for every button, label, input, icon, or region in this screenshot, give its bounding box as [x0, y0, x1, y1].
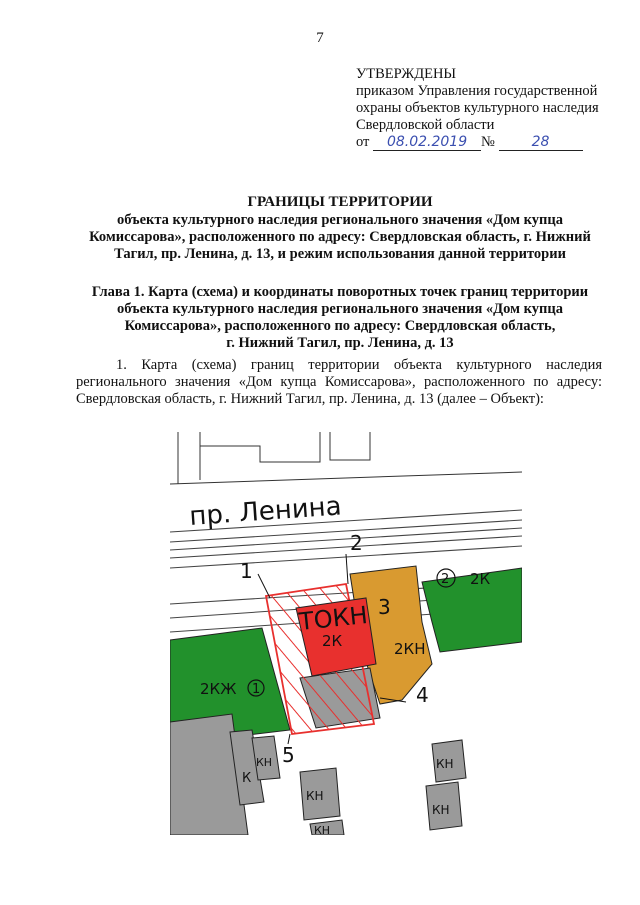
kn-label: КН [256, 756, 273, 769]
point-label: 3 [378, 595, 391, 619]
paragraph-1: 1. Карта (схема) границ территории объекта культурного наследия регионального значения «Дом купца Комиссарова», расположенного по адресу: Свердловская область, г. Нижний Тагил, пр. Ленина, д. 13 (далее – Объект): [76, 357, 602, 407]
okn-label: ТОКН [297, 600, 369, 636]
territory-map [170, 432, 522, 835]
chapter-line: г. Нижний Тагил, пр. Ленина, д. 13 [226, 335, 454, 351]
approval-number: 28 [531, 134, 550, 150]
left-block-num: 1 [252, 682, 261, 697]
document-title [70, 194, 610, 263]
right-block-label: 2К [470, 570, 491, 588]
approval-heading: УТВЕРЖДЕНЫ [356, 66, 457, 82]
date-prefix: от [356, 134, 370, 150]
right-block-num: 2 [441, 572, 450, 587]
title-line: Комиссарова», расположенного по адресу: Свердловская область, г. Нижний [89, 229, 591, 245]
chapter-line: Глава 1. Карта (схема) и координаты поворотных точек границ территории [91, 284, 589, 300]
point-label: 1 [240, 559, 253, 583]
point-label: 5 [282, 743, 295, 767]
page-number: 7 [316, 30, 324, 46]
title-line: Тагил, пр. Ленина, д. 13, и режим использования данной территории [114, 246, 566, 262]
left-block-label: 2КЖ [200, 680, 237, 698]
number-prefix: № [481, 134, 495, 150]
chapter-line: объекта культурного наследия регионального значения «Дом купца [116, 301, 563, 317]
title-line: объекта культурного наследия регионального значения «Дом купца [116, 212, 563, 228]
point-label: 4 [416, 683, 429, 707]
title-main: ГРАНИЦЫ ТЕРРИТОРИИ [247, 194, 433, 210]
point-label: 2 [350, 531, 363, 555]
k-block-label: К [242, 771, 252, 786]
adjacent-block-label: 2КН [394, 640, 426, 658]
kn-label: КН [306, 789, 324, 803]
object-block-label: 2К [322, 632, 343, 650]
approval-date: 08.02.2019 [386, 134, 468, 150]
kn-label: КН [314, 824, 331, 835]
street-label: пр. Ленина [188, 491, 343, 532]
kn-label: КН [436, 757, 454, 771]
chapter-heading [70, 284, 610, 352]
approval-line: Свердловской области [356, 117, 495, 133]
kn-label: КН [432, 803, 450, 817]
approval-block [356, 66, 626, 151]
approval-line: приказом Управления государственной [356, 83, 598, 99]
approval-line: охраны объектов культурного наследия [356, 100, 599, 116]
chapter-line: Комиссарова», расположенного по адресу: Свердловская область, [124, 318, 556, 334]
approval-date-row [356, 134, 626, 151]
